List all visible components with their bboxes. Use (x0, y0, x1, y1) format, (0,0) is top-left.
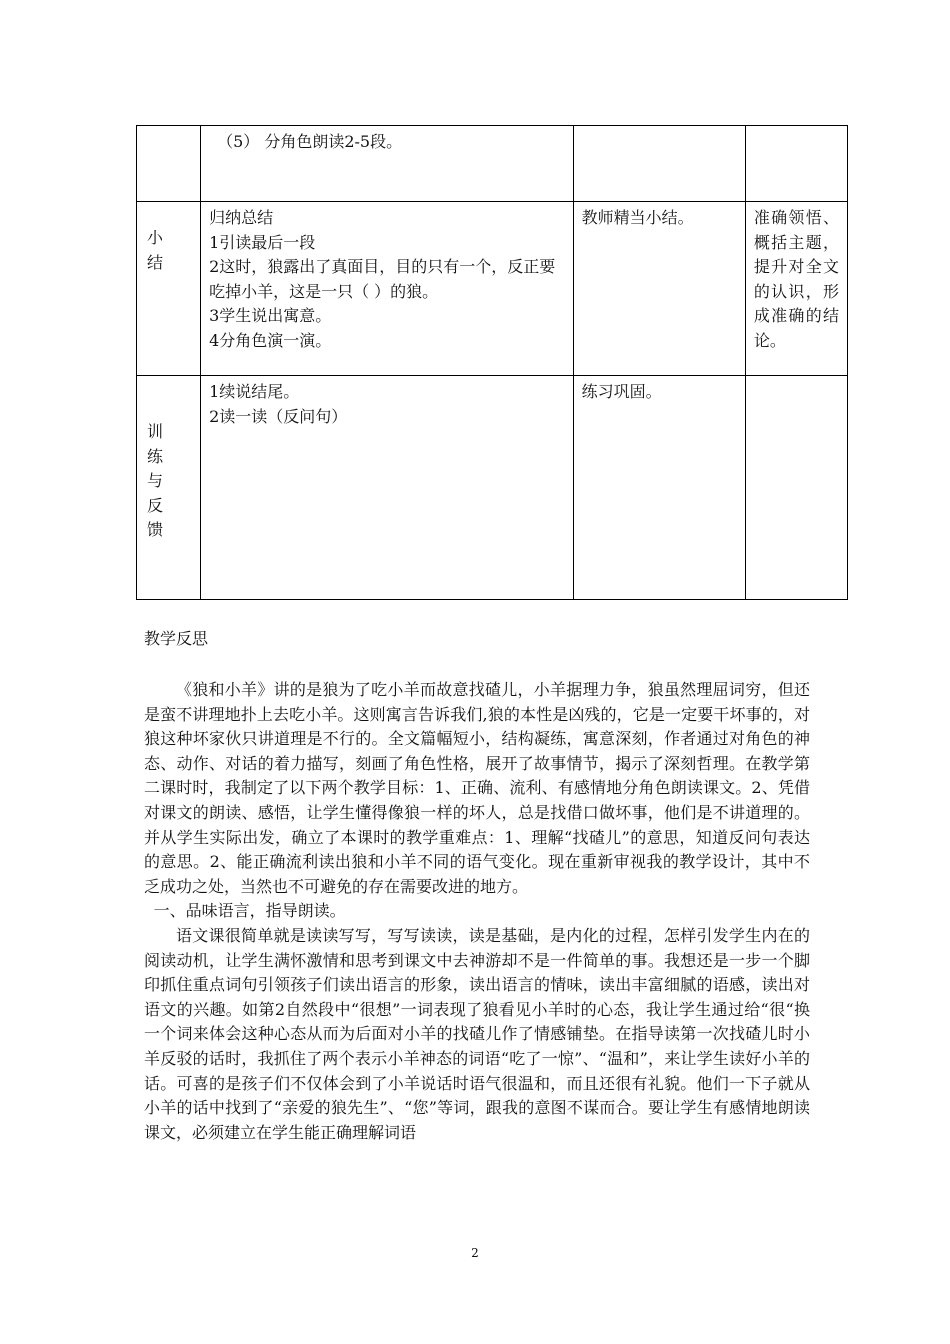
content-cell (201, 202, 574, 376)
intent-cell (745, 376, 847, 600)
teacher-cell: 教师精当小结。 (573, 202, 745, 376)
content-line: 2这时，狼露出了真面目，目的只有一个，反正要吃掉小羊，这是一只（ ）的狼。 (209, 257, 556, 301)
content-line: 3学生说出寓意。 (209, 306, 332, 325)
content-cell (201, 376, 574, 600)
content-line: 1引读最后一段 (209, 232, 316, 252)
content-line: 2读一读（反问句） (209, 406, 348, 426)
teacher-cell: 练习巩固。 (573, 376, 745, 600)
stage-cell (137, 376, 201, 600)
intent-cell (745, 126, 847, 202)
stage-label-practice: 训 练 与 反 馈 (147, 422, 164, 539)
teacher-cell (573, 126, 745, 202)
subheading: 一、品味语言，指导朗读。 (153, 901, 346, 921)
intent-cell: 准确领悟、概括主题，提升对全文的认识，形成准确的结论。 (745, 202, 847, 376)
stage-label-summary: 小 结 (147, 228, 164, 272)
table-row (137, 376, 848, 600)
stage-cell (137, 126, 201, 202)
section-heading: 教学反思 (144, 629, 209, 648)
content-line: 1续说结尾。 (209, 382, 300, 401)
paragraph: 《狼和小羊》讲的是狼为了吃小羊而故意找碴儿，小羊据理力争，狼虽然理屈词穷，但还是蛮不讲理地扑上去吃小羊。这则寓言告诉我们,狼的本性是凶残的，它是一定要干坏事的，对狼这种坏家伙只讲道理是不行的。全文篇幅短小，结构凝练，寓意深刻，作者通过对角色的神态、动作、对话的着力描写，刻画了角色性格，展开了故事情节，揭示了深刻哲理。在教学第二课时时，我制定了以下两个教学目标：1、正确、流利、有感情地分角色朗读课文。2、凭借对课文的朗读、感悟，让学生懂得像狼一样的坏人，总是找借口做坏事，他们是不讲道理的。并从学生实际出发，确立了本课时的教学重难点：1、理解“找碴儿”的意思，知道反问句表达的意思。2、能正确流利读出狼和小羊不同的语气变化。现在重新审视我的教学设计，其中不乏成功之处，当然也不可避免的存在需要改进的地方。 (144, 680, 810, 896)
lesson-plan-table (136, 125, 848, 600)
content-line: （5） 分角色朗读2-5段。 (217, 132, 403, 151)
content-cell (201, 126, 574, 202)
page-number: 2 (471, 1246, 479, 1260)
content-line: 归纳总结 (209, 208, 274, 227)
paragraph: 语文课很简单就是读读写写，写写读读，读是基础，是内化的过程，怎样引发学生内在的阅读动机，让学生满怀激情和思考到课文中去神游却不是一件简单的事。我想还是一步一个脚印抓住重点词句引领孩子们读出语言的形象，读出语言的情味，读出丰富细腻的语感，读出对语文的兴趣。如第2自然段中“很想”一词表现了狼看见小羊时的心态，我让学生通过给“很“换一个词来体会这种心态从而为后面对小羊的找碴儿作了情感铺垫。在指导读第一次找碴儿时小羊反驳的话时，我抓住了两个表示小羊神态的词语“吃了一惊”、“温和”，来让学生读好小羊的话。可喜的是孩子们不仅体会到了小羊说话时语气很温和，而且还很有礼貌。他们一下子就从小羊的话中找到了“亲爱的狼先生”、“您”等词，跟我的意图不谋而合。要让学生有感情地朗读课文，必须建立在学生能正确理解词语 (144, 925, 810, 1142)
reflection-body (144, 678, 810, 1145)
table-row (137, 202, 848, 376)
table-row (137, 126, 848, 202)
content-line: 4分角色演一演。 (209, 330, 332, 350)
stage-cell (137, 202, 201, 376)
